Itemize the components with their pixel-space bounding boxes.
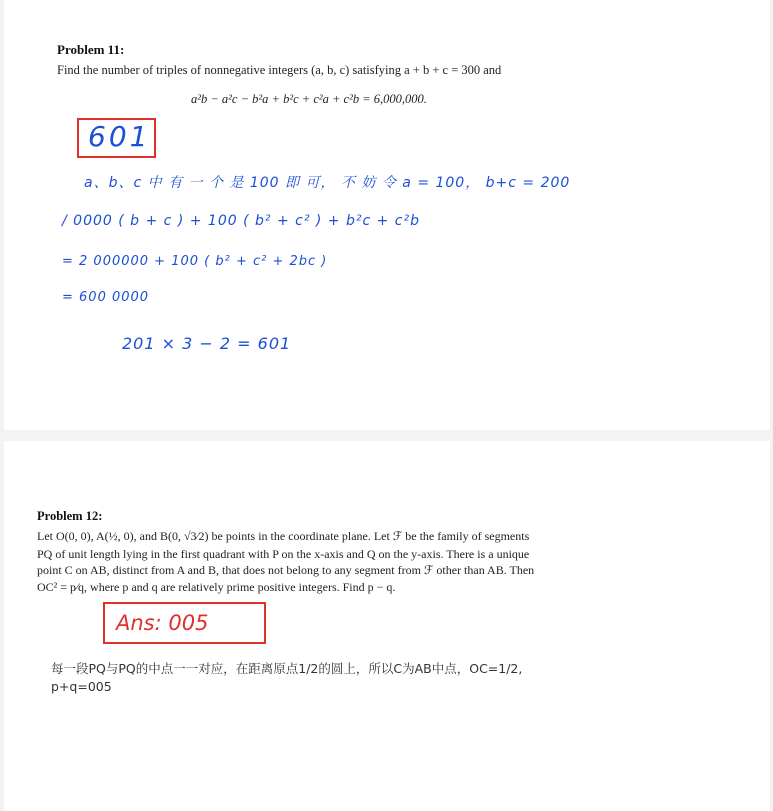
- problem-11-statement: Find the number of triples of nonnegative integers (a, b, c) satisfying a + b + c = 300 and: [57, 63, 502, 77]
- problem-11-note-3: = 2 000000 + 100 ( b² + c² + 2bc ): [62, 254, 328, 269]
- problem-12-card: [4, 441, 770, 811]
- problem-11-note-5: 201 × 3 − 2 = 601: [122, 334, 292, 353]
- problem-12-line-4: OC² = p⁄q, where p and q are relatively prime positive integers. Find p − q.: [37, 580, 396, 594]
- problem-12-answer: Ans: 005: [116, 611, 209, 635]
- problem-11-note-4: = 600 0000: [62, 290, 150, 305]
- problem-12-line-3: point C on AB, distinct from A and B, that does not belong to any segment from ℱ other than AB. Then: [37, 563, 535, 577]
- problem-11-note-2: / 0000 ( b + c ) + 100 ( b² + c² ) + b²c + c²b: [62, 213, 421, 229]
- problem-11-title: Problem 11:: [57, 42, 125, 57]
- problem-12-explanation-line-1: 每一段PQ与PQ的中点一一对应，在距离原点1/2的圆上，所以C为AB中点，OC=1/2,: [51, 661, 523, 676]
- problem-11-equation: a²b − a²c − b²a + b²c + c²a + c²b = 6,000,000.: [191, 92, 427, 106]
- problem-11-note-1: a、b、c 中 有 一 个 是 100 即 可， 不 妨 令 a = 100， b+c = 200: [84, 175, 571, 191]
- problem-12-explanation-line-2: p+q=005: [51, 679, 112, 694]
- problem-11-card: [4, 0, 770, 430]
- problem-12-line-2: PQ of unit length lying in the first quadrant with P on the x-axis and Q on the y-axis. There is a unique: [37, 547, 530, 561]
- problem-11-answer: 601: [88, 120, 151, 153]
- problem-12-line-1: Let O(0, 0), A(½, 0), and B(0, √3⁄2) be points in the coordinate plane. Let ℱ be the family of segments: [37, 529, 530, 543]
- problem-12-title: Problem 12:: [37, 509, 103, 523]
